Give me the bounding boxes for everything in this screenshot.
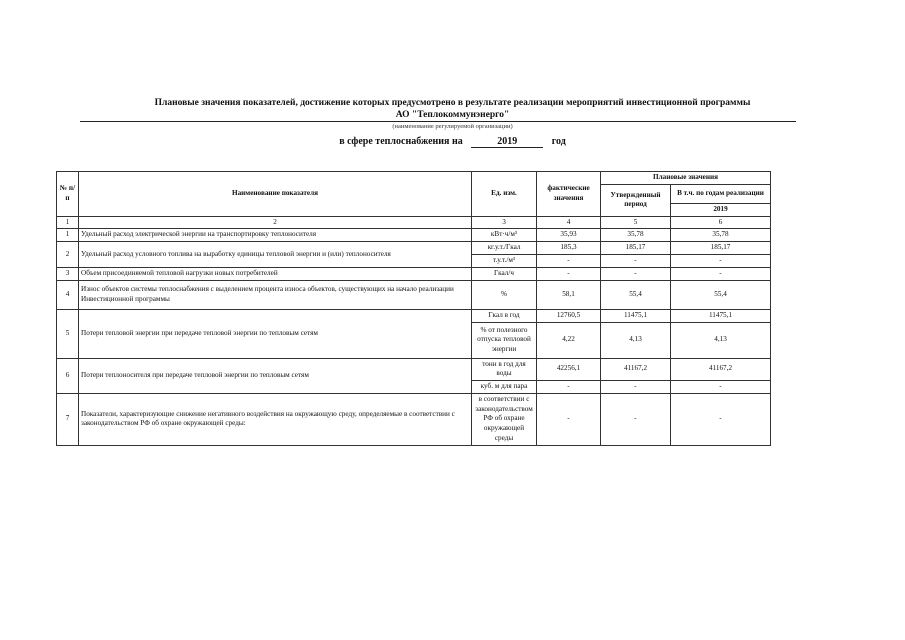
row-approved: 55,4 xyxy=(601,280,671,309)
row-num: 4 xyxy=(57,280,79,309)
header-actual: фактические значения xyxy=(537,172,601,217)
row-num: 5 xyxy=(57,309,79,358)
row-unit: кВт·ч/м³ xyxy=(472,229,537,242)
row-year: 35,78 xyxy=(671,229,771,242)
header-year: 2019 xyxy=(671,204,771,217)
row-approved: - xyxy=(601,255,671,268)
header-planned: Плановые значения xyxy=(601,172,771,185)
table-row xyxy=(57,358,771,380)
sphere-line xyxy=(0,136,905,148)
row-approved: - xyxy=(601,381,671,394)
row-num: 6 xyxy=(57,358,79,393)
header-num: № п/п xyxy=(57,172,79,217)
row-name: Износ объектов системы теплоснабжения с выделением процента износа объектов, существующих на начало реализации Инвестиционной программы xyxy=(79,280,472,309)
row-year: 4,13 xyxy=(671,322,771,358)
header-name: Наименование показателя xyxy=(79,172,472,217)
row-year: 185,17 xyxy=(671,242,771,255)
table-row xyxy=(57,242,771,255)
col-number: 4 xyxy=(537,216,601,229)
organization-caption: (наименование регулируемой организации) xyxy=(392,123,513,130)
table-row xyxy=(57,280,771,309)
row-actual: 185,3 xyxy=(537,242,601,255)
row-approved: - xyxy=(601,394,671,446)
row-year: - xyxy=(671,394,771,446)
row-name: Потери тепловой энергии при передаче тепловой энергии по тепловым сетям xyxy=(79,309,472,358)
row-approved: 185,17 xyxy=(601,242,671,255)
row-unit: т.у.т./м³ xyxy=(472,255,537,268)
row-num: 2 xyxy=(57,242,79,268)
row-year: 55,4 xyxy=(671,280,771,309)
table-row xyxy=(57,229,771,242)
indicators-table xyxy=(56,171,771,446)
row-actual: - xyxy=(537,268,601,281)
row-approved: - xyxy=(601,268,671,281)
sphere-suffix: год xyxy=(551,136,566,147)
row-unit: тонн в год для воды xyxy=(472,358,537,380)
row-num: 7 xyxy=(57,394,79,446)
row-approved: 35,78 xyxy=(601,229,671,242)
row-unit: в соответствии с законодательством РФ об охране окружающей среды xyxy=(472,394,537,446)
table-row xyxy=(57,268,771,281)
column-number-row xyxy=(57,216,771,229)
row-name: Удельный расход условного топлива на выработку единицы тепловой энергии и (или) теплоносителя xyxy=(79,242,472,268)
row-unit: куб. м для пара xyxy=(472,381,537,394)
sphere-prefix: в сфере теплоснабжения на xyxy=(339,136,463,147)
header-by-years: В т.ч. по годам реализации xyxy=(671,185,771,204)
col-number: 3 xyxy=(472,216,537,229)
row-year: 41167,2 xyxy=(671,358,771,380)
col-number: 5 xyxy=(601,216,671,229)
table-row xyxy=(57,309,771,322)
row-actual: 12760,5 xyxy=(537,309,601,322)
row-actual: - xyxy=(537,255,601,268)
row-name: Объем присоединяемой тепловой нагрузки новых потребителей xyxy=(79,268,472,281)
row-actual: 4,22 xyxy=(537,322,601,358)
row-year: - xyxy=(671,268,771,281)
header-approved-period: Утвержденный период xyxy=(601,185,671,217)
sphere-year: 2019 xyxy=(471,136,543,148)
organization-name: АО "Теплокоммунэнерго" xyxy=(395,110,510,120)
row-name: Потери теплоносителя при передаче тепловой энергии по тепловым сетям xyxy=(79,358,472,393)
row-unit: Гкал в год xyxy=(472,309,537,322)
row-name: Показатели, характеризующие снижение негативного воздействия на окружающую среду, определяемые в соответствии с законодательством РФ об охране окружающей среды: xyxy=(79,394,472,446)
row-actual: - xyxy=(537,394,601,446)
col-number: 2 xyxy=(79,216,472,229)
row-actual: 35,93 xyxy=(537,229,601,242)
row-actual: - xyxy=(537,381,601,394)
row-unit: % xyxy=(472,280,537,309)
row-num: 1 xyxy=(57,229,79,242)
row-approved: 4,13 xyxy=(601,322,671,358)
row-actual: 58,1 xyxy=(537,280,601,309)
col-number: 1 xyxy=(57,216,79,229)
row-num: 3 xyxy=(57,268,79,281)
row-year: 11475,1 xyxy=(671,309,771,322)
row-actual: 42256,1 xyxy=(537,358,601,380)
row-name: Удельный расход электрической энергии на транспортировку теплоносителя xyxy=(79,229,472,242)
document-title: Плановые значения показателей, достижение которых предусмотрено в результате реализации мероприятий инвестиционной программы xyxy=(154,98,751,108)
table-row xyxy=(57,394,771,446)
row-unit: % от полезного отпуска тепловой энергии xyxy=(472,322,537,358)
row-year: - xyxy=(671,255,771,268)
col-number: 6 xyxy=(671,216,771,229)
header-unit: Ед. изм. xyxy=(472,172,537,217)
row-year: - xyxy=(671,381,771,394)
row-unit: кг.у.т./Гкал xyxy=(472,242,537,255)
organization-underline xyxy=(80,121,796,122)
row-approved: 41167,2 xyxy=(601,358,671,380)
row-approved: 11475,1 xyxy=(601,309,671,322)
row-unit: Гкал/ч xyxy=(472,268,537,281)
